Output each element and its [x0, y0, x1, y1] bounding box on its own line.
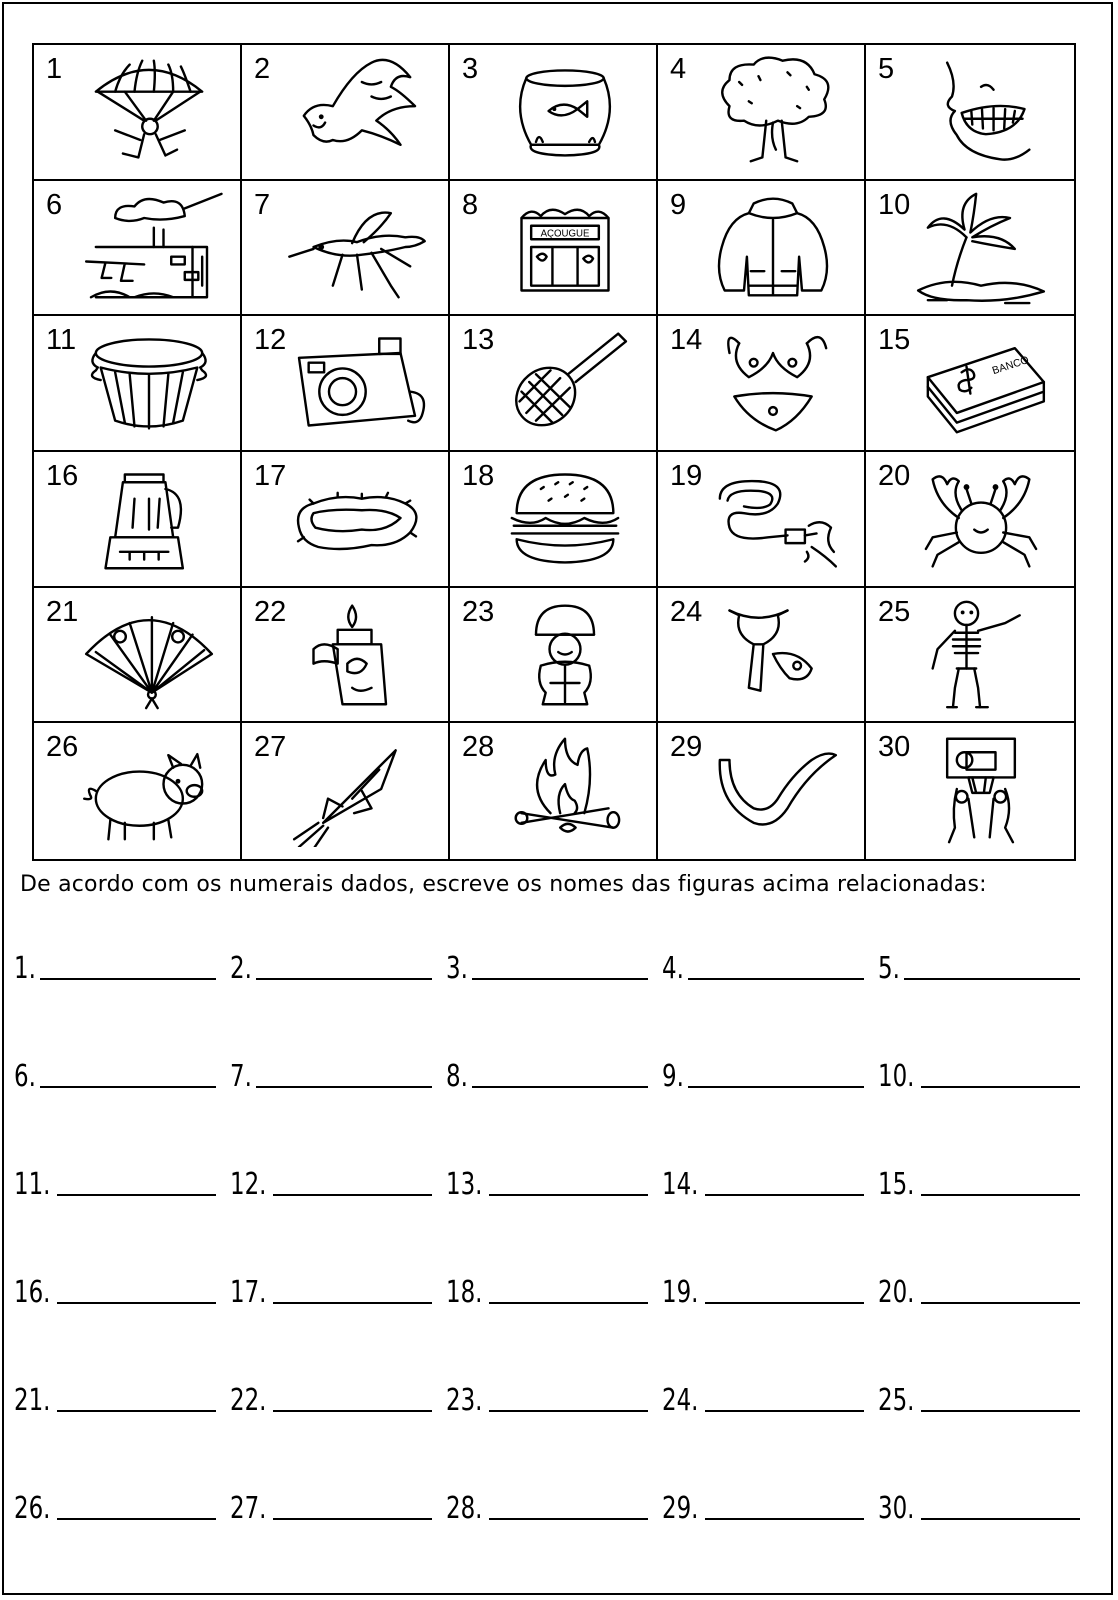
answer-field[interactable] — [878, 1048, 1094, 1094]
cell-number: 8 — [462, 188, 479, 221]
answer-number: 29. — [662, 1491, 699, 1526]
rocket-icon — [282, 731, 432, 847]
answer-blank-line[interactable] — [273, 1518, 432, 1520]
answer-blank-line[interactable] — [472, 1086, 648, 1088]
picture-cell — [866, 181, 1074, 317]
picture-cell — [658, 723, 866, 859]
answer-blank-line[interactable] — [40, 1086, 216, 1088]
answer-number: 12. — [230, 1167, 267, 1202]
cell-number: 3 — [462, 53, 479, 85]
answer-number: 25. — [878, 1383, 915, 1418]
answer-field[interactable] — [878, 1156, 1094, 1202]
answer-field[interactable] — [446, 1156, 662, 1202]
answer-blank-line[interactable] — [57, 1518, 216, 1520]
answer-number: 6. — [14, 1059, 36, 1094]
answer-field[interactable] — [878, 1480, 1094, 1526]
shop-sign-text: AÇOUGUE — [540, 228, 590, 240]
answer-blank-line[interactable] — [921, 1086, 1080, 1088]
answer-blank-line[interactable] — [489, 1302, 648, 1304]
slingshot-icon — [698, 596, 848, 712]
answer-number: 13. — [446, 1167, 483, 1202]
answer-field[interactable] — [14, 940, 230, 986]
skeleton-icon — [906, 596, 1056, 712]
answer-blank-line[interactable] — [273, 1194, 432, 1196]
answer-row — [14, 1264, 1094, 1372]
picture-cell — [450, 452, 658, 588]
cell-number: 4 — [670, 53, 687, 85]
answer-blank-line[interactable] — [921, 1518, 1080, 1520]
answer-field[interactable] — [662, 1264, 878, 1310]
answer-field[interactable] — [446, 1264, 662, 1310]
answer-field[interactable] — [230, 1480, 446, 1526]
answer-row — [14, 1048, 1094, 1156]
cell-number: 12 — [254, 324, 287, 357]
answer-blank-line[interactable] — [489, 1410, 648, 1412]
cell-number: 15 — [878, 324, 911, 357]
mosquito-icon — [282, 189, 432, 305]
answer-number: 1. — [14, 951, 36, 986]
picture-cell — [450, 316, 658, 452]
sausage-icon — [282, 460, 432, 576]
svg-text:BANCO: BANCO — [990, 354, 1031, 378]
picture-cell — [658, 316, 866, 452]
answer-blank-line[interactable] — [256, 978, 432, 980]
parachute-icon — [74, 53, 224, 169]
answer-number: 17. — [230, 1275, 267, 1310]
cell-number: 1 — [46, 53, 63, 85]
cell-number: 16 — [46, 460, 79, 492]
answer-blank-line[interactable] — [921, 1194, 1080, 1196]
picture-cell — [242, 452, 450, 588]
cell-number: 23 — [462, 595, 495, 628]
answer-field[interactable] — [446, 1048, 662, 1094]
teeth-icon — [906, 53, 1056, 169]
answer-number: 7. — [230, 1059, 252, 1094]
cell-number: 20 — [878, 460, 911, 492]
boomerang-icon — [698, 731, 848, 847]
answer-number: 8. — [446, 1059, 468, 1094]
answer-number: 18. — [446, 1275, 483, 1310]
answer-field[interactable] — [230, 1048, 446, 1094]
hamburger-icon — [490, 460, 640, 576]
cell-number: 30 — [878, 731, 911, 764]
answer-field[interactable] — [662, 1048, 878, 1094]
answer-field[interactable] — [14, 1264, 230, 1310]
money-icon — [906, 324, 1056, 440]
cell-number: 27 — [254, 731, 287, 764]
answer-number: 24. — [662, 1383, 699, 1418]
cell-number: 24 — [670, 595, 703, 628]
answer-blank-line[interactable] — [921, 1302, 1080, 1304]
answer-number: 15. — [878, 1167, 915, 1202]
blender-icon — [74, 460, 224, 576]
picture-cell — [34, 45, 242, 181]
cell-number: 14 — [670, 324, 703, 357]
eagle-icon — [282, 53, 432, 169]
answer-blank-line[interactable] — [705, 1194, 864, 1196]
picture-cell — [242, 181, 450, 317]
answer-number: 23. — [446, 1383, 483, 1418]
house-icon — [74, 189, 224, 305]
answer-blank-line[interactable] — [256, 1086, 432, 1088]
answer-field[interactable] — [662, 1372, 878, 1418]
answer-number: 4. — [662, 951, 684, 986]
answer-field[interactable] — [230, 1372, 446, 1418]
answer-field[interactable] — [230, 1264, 446, 1310]
picture-grid — [32, 43, 1076, 861]
cell-number: 19 — [670, 460, 703, 492]
picture-cell — [34, 723, 242, 859]
cell-number: 5 — [878, 53, 895, 85]
fishbowl-icon — [490, 53, 640, 169]
answer-lines — [14, 940, 1094, 1588]
cell-number: 28 — [462, 731, 495, 764]
answer-blank-line[interactable] — [705, 1410, 864, 1412]
camera-icon — [282, 324, 432, 440]
picture-cell — [242, 316, 450, 452]
answer-number: 3. — [446, 951, 468, 986]
answer-number: 9. — [662, 1059, 684, 1094]
racket-icon — [490, 324, 640, 440]
lighter-icon — [282, 596, 432, 712]
answer-blank-line[interactable] — [688, 1086, 864, 1088]
answer-number: 26. — [14, 1491, 51, 1526]
cell-number: 17 — [254, 460, 287, 492]
picture-cell — [450, 181, 658, 317]
answer-number: 16. — [14, 1275, 51, 1310]
answer-blank-line[interactable] — [705, 1302, 864, 1304]
tree-icon — [698, 53, 848, 169]
picture-cell — [658, 181, 866, 317]
answer-number: 5. — [878, 951, 900, 986]
picture-cell — [658, 588, 866, 724]
picture-cell — [658, 45, 866, 181]
answer-number: 19. — [662, 1275, 699, 1310]
answer-field[interactable] — [14, 1372, 230, 1418]
answer-field[interactable] — [14, 1156, 230, 1202]
cupcake-icon — [74, 324, 224, 440]
bikini-icon — [698, 324, 848, 440]
child-icon — [490, 596, 640, 712]
cell-number: 21 — [46, 595, 79, 628]
picture-cell — [866, 45, 1074, 181]
butcher-shop-icon — [490, 189, 640, 305]
answer-field[interactable] — [662, 940, 878, 986]
picture-cell — [242, 723, 450, 859]
answer-blank-line[interactable] — [489, 1518, 648, 1520]
answer-number: 14. — [662, 1167, 699, 1202]
cell-number: 11 — [46, 324, 77, 357]
picture-cell — [34, 316, 242, 452]
picture-cell — [34, 452, 242, 588]
answer-number: 2. — [230, 951, 252, 986]
answer-row — [14, 1480, 1094, 1588]
island-icon — [906, 189, 1056, 305]
picture-cell — [866, 723, 1074, 859]
answer-field[interactable] — [446, 1372, 662, 1418]
cell-number: 2 — [254, 53, 271, 85]
answer-field[interactable] — [878, 1372, 1094, 1418]
answer-field[interactable] — [446, 1480, 662, 1526]
answer-blank-line[interactable] — [273, 1302, 432, 1304]
jacket-icon — [698, 189, 848, 305]
answer-row — [14, 1156, 1094, 1264]
answer-blank-line[interactable] — [57, 1302, 216, 1304]
answer-blank-line[interactable] — [904, 978, 1080, 980]
answer-blank-line[interactable] — [57, 1410, 216, 1412]
cell-number: 18 — [462, 460, 495, 492]
cell-number: 10 — [878, 188, 911, 221]
answer-field[interactable] — [878, 1264, 1094, 1310]
picture-cell — [866, 588, 1074, 724]
picture-cell — [866, 316, 1074, 452]
answer-number: 30. — [878, 1491, 915, 1526]
answer-field[interactable] — [14, 1048, 230, 1094]
answer-field[interactable] — [446, 940, 662, 986]
cell-number: 22 — [254, 595, 287, 628]
cell-number: 29 — [670, 731, 703, 764]
picture-cell — [450, 45, 658, 181]
cell-number: 6 — [46, 188, 63, 221]
fan-icon — [74, 596, 224, 712]
answer-number: 10. — [878, 1059, 915, 1094]
answer-field[interactable] — [230, 1156, 446, 1202]
answer-number: 21. — [14, 1383, 51, 1418]
campfire-icon — [490, 731, 640, 847]
cell-number: 9 — [670, 188, 687, 221]
picture-cell — [658, 452, 866, 588]
answer-field[interactable] — [878, 940, 1094, 986]
answer-blank-line[interactable] — [489, 1194, 648, 1196]
answer-number: 27. — [230, 1491, 267, 1526]
answer-field[interactable] — [230, 940, 446, 986]
answer-row — [14, 1372, 1094, 1480]
answer-field[interactable] — [14, 1480, 230, 1526]
cell-number: 25 — [878, 595, 911, 628]
picture-cell — [866, 452, 1074, 588]
answer-blank-line[interactable] — [688, 978, 864, 980]
hose-icon — [698, 460, 848, 576]
answer-number: 28. — [446, 1491, 483, 1526]
answer-blank-line[interactable] — [40, 978, 216, 980]
cell-number: 13 — [462, 324, 495, 357]
picture-cell — [34, 181, 242, 317]
answer-row — [14, 940, 1094, 1048]
answer-number: 11. — [14, 1167, 51, 1202]
answer-blank-line[interactable] — [57, 1194, 216, 1196]
instruction-text: De acordo com os numerais dados, escreve os nomes das figuras acima relacionadas: — [20, 872, 987, 897]
answer-blank-line[interactable] — [921, 1410, 1080, 1412]
answer-number: 20. — [878, 1275, 915, 1310]
cell-number: 26 — [46, 731, 79, 764]
answer-blank-line[interactable] — [472, 978, 648, 980]
picture-cell — [242, 588, 450, 724]
picture-cell — [242, 45, 450, 181]
answer-field[interactable] — [662, 1480, 878, 1526]
answer-blank-line[interactable] — [273, 1410, 432, 1412]
basketball-icon — [906, 731, 1056, 847]
answer-blank-line[interactable] — [705, 1518, 864, 1520]
picture-cell — [34, 588, 242, 724]
pig-icon — [74, 731, 224, 847]
picture-cell — [450, 588, 658, 724]
crab-icon — [906, 460, 1056, 576]
answer-number: 22. — [230, 1383, 267, 1418]
cell-number: 7 — [254, 188, 271, 221]
picture-cell — [450, 723, 658, 859]
answer-field[interactable] — [662, 1156, 878, 1202]
